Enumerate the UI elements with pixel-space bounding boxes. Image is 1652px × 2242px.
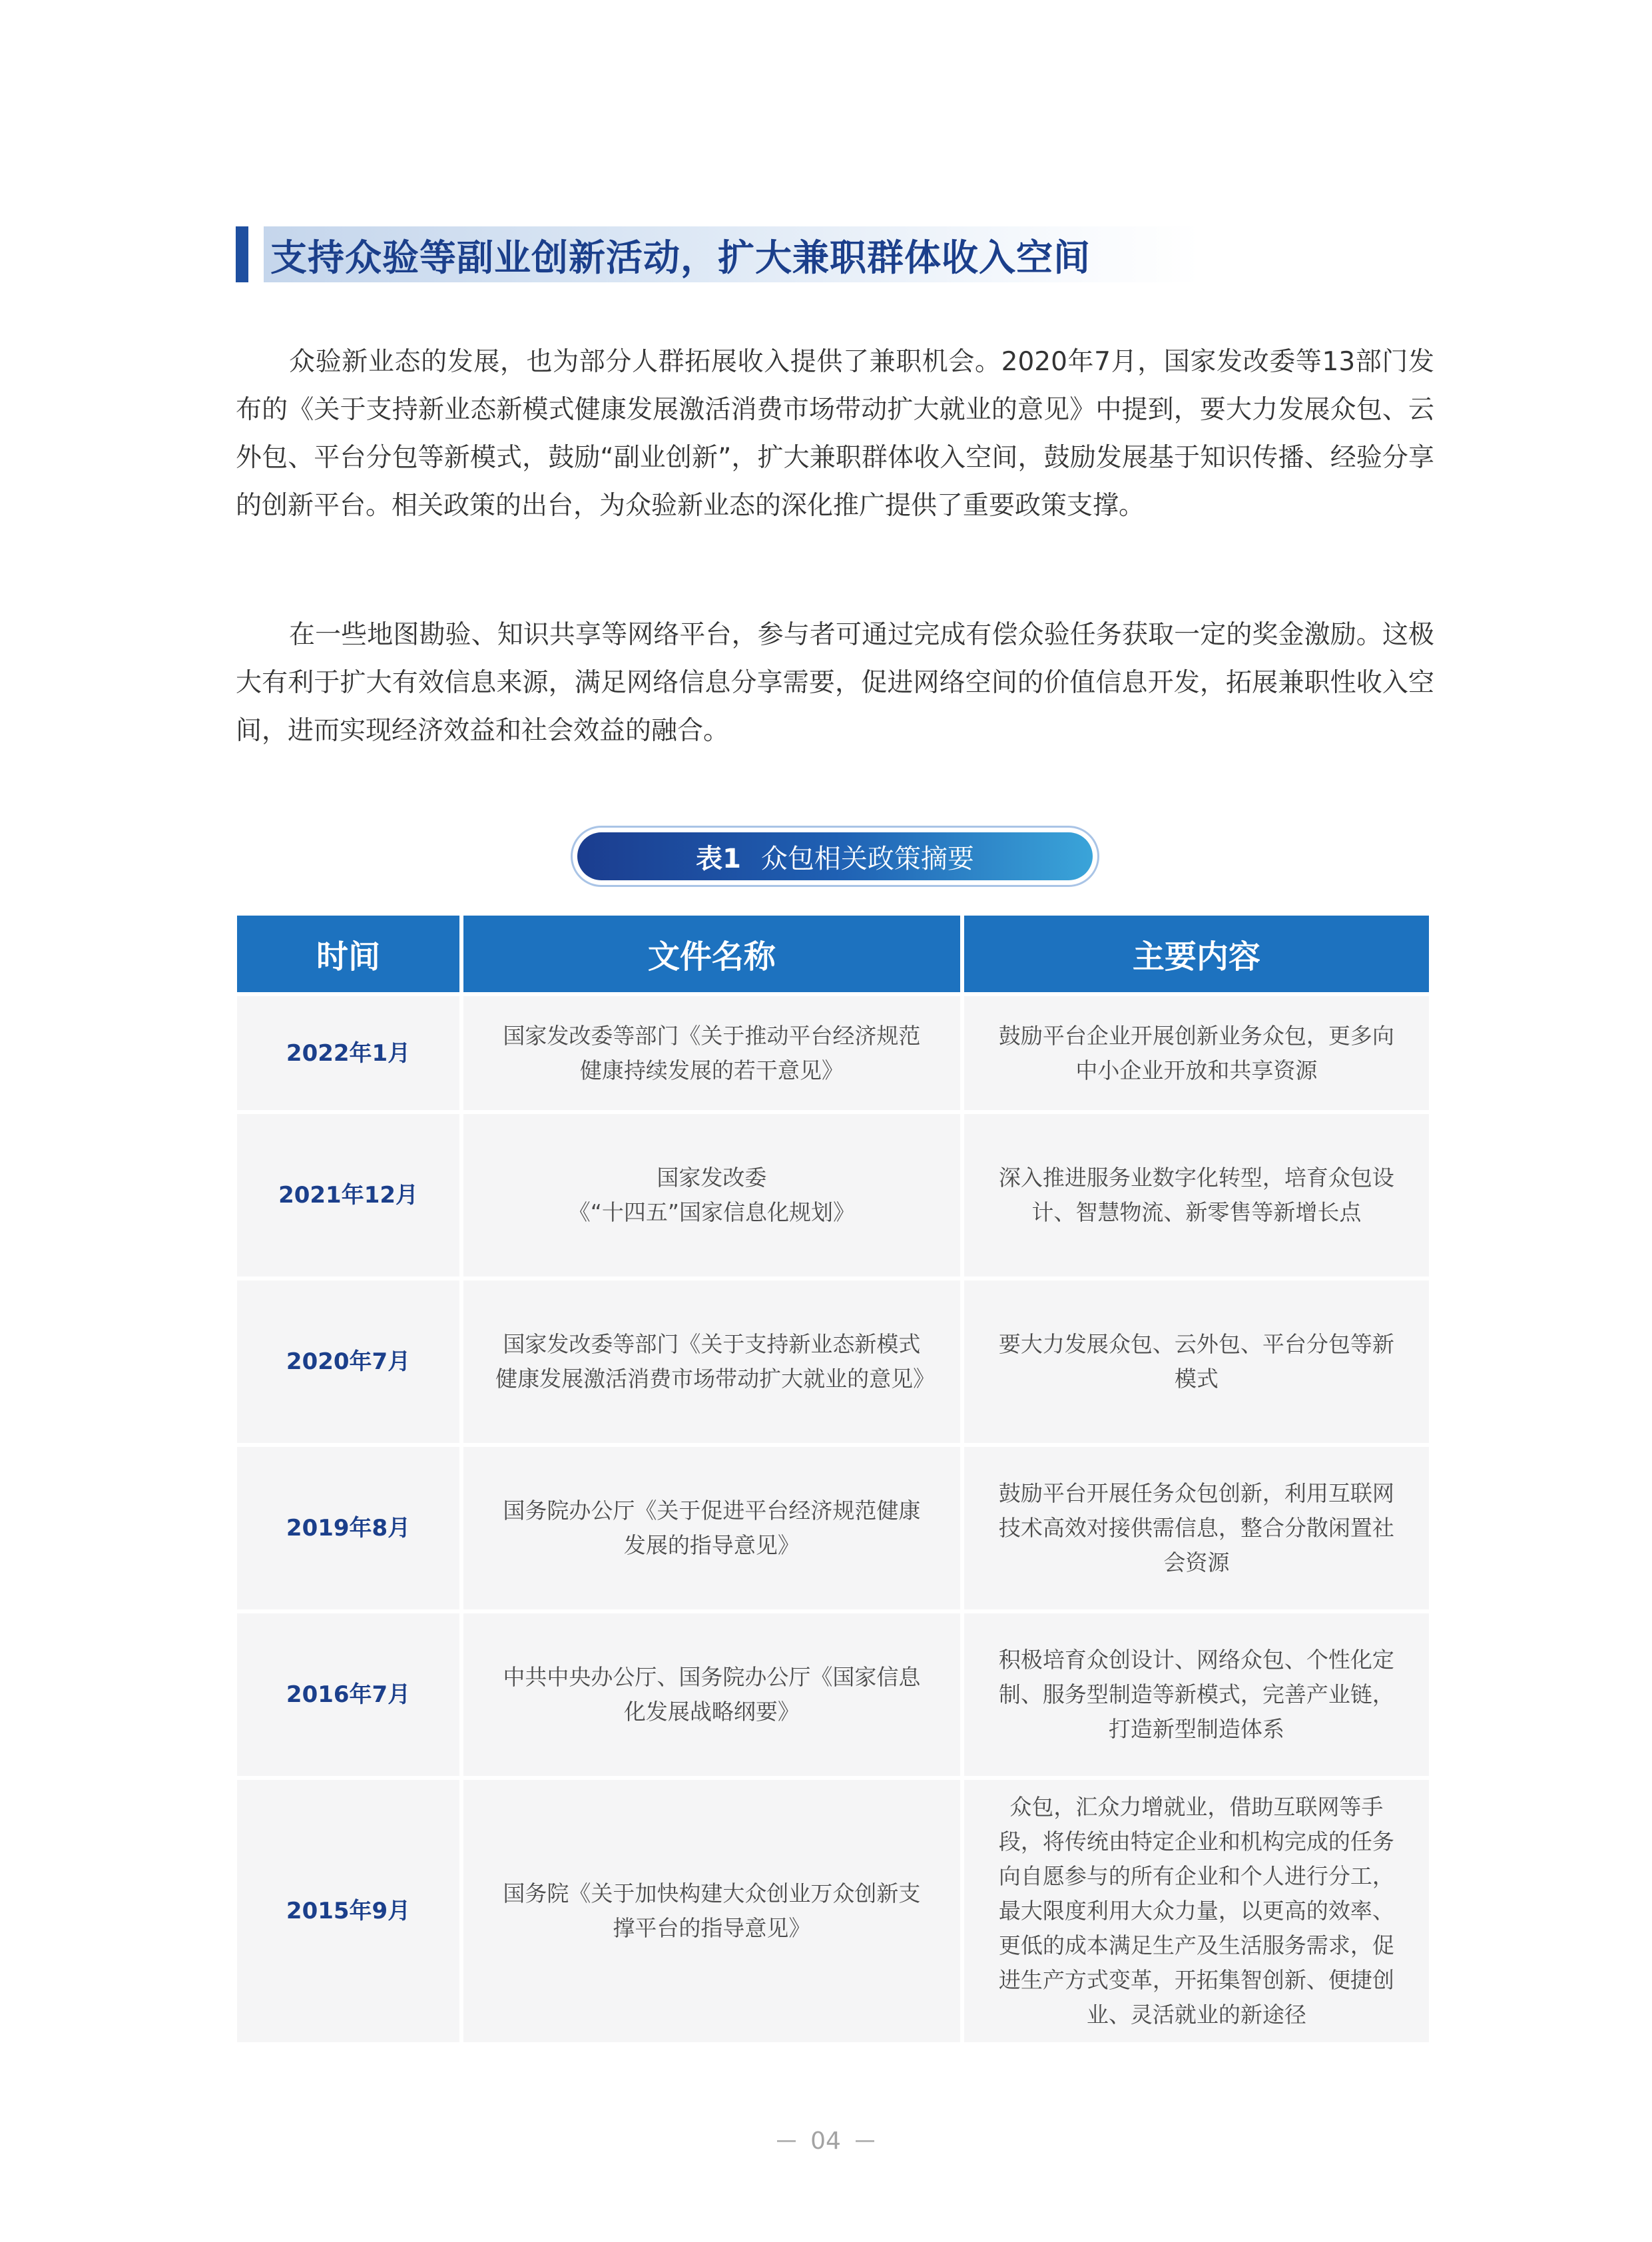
row-date: 2015年9月	[237, 1780, 459, 2042]
row-document: 国家发改委等部门《关于推动平台经济规范健康持续发展的若干意见》	[463, 996, 960, 1110]
row-date: 2020年7月	[237, 1280, 459, 1443]
table-title-pill	[571, 826, 1099, 887]
row-document	[463, 1114, 960, 1276]
row-document: 国家发改委等部门《关于支持新业态新模式健康发展激活消费市场带动扩大就业的意见》	[463, 1280, 960, 1443]
table-title	[577, 832, 1093, 880]
table-row	[237, 1613, 1429, 1776]
body-paragraph: 在一些地图勘验、知识共享等网络平台，参与者可通过完成有偿众验任务获取一定的奖金激励。这极大有利于扩大有效信息来源，满足网络信息分享需要，促进网络空间的价值信息开发，拓展兼职性收入空间，进而实现经济效益和社会效益的融合。	[236, 620, 1434, 746]
table-row	[237, 1447, 1429, 1609]
column-header-document: 文件名称	[463, 916, 960, 992]
column-header-time: 时间	[237, 916, 459, 992]
row-date: 2022年1月	[237, 996, 459, 1110]
table-title-text: 众包相关政策摘要	[760, 843, 974, 874]
section-accent-bar	[236, 226, 248, 282]
row-content: 要大力发展众包、云外包、平台分包等新模式	[964, 1280, 1429, 1443]
table-row	[237, 1114, 1429, 1276]
table-row	[237, 1280, 1429, 1443]
page-number-dash-left	[777, 2140, 796, 2142]
table-header-row	[237, 916, 1429, 992]
page-number-text: 04	[810, 2127, 841, 2155]
row-content: 积极培育众创设计、网络众包、个性化定制、服务型制造等新模式，完善产业链，打造新型制造体系	[964, 1613, 1429, 1776]
row-document: 国务院办公厅《关于促进平台经济规范健康发展的指导意见》	[463, 1447, 960, 1609]
row-content: 鼓励平台开展任务众包创新，利用互联网技术高效对接供需信息，整合分散闲置社会资源	[964, 1447, 1429, 1609]
row-date: 2021年12月	[237, 1114, 459, 1276]
table-row	[237, 996, 1429, 1110]
row-document-line: 国家发改委 《“十四五”国家信息化规划》	[568, 1165, 855, 1225]
section-heading	[236, 226, 1201, 282]
row-date: 2019年8月	[237, 1447, 459, 1609]
column-header-content: 主要内容	[964, 916, 1429, 992]
table-row	[237, 1780, 1429, 2042]
policy-table	[233, 912, 1433, 2046]
row-content: 鼓励平台企业开展创新业务众包，更多向中小企业开放和共享资源	[964, 996, 1429, 1110]
row-date: 2016年7月	[237, 1613, 459, 1776]
section-title: 支持众验等副业创新活动，扩大兼职群体收入空间	[270, 236, 1091, 279]
row-content: 深入推进服务业数字化转型，培育众包设计、智慧物流、新零售等新增长点	[964, 1114, 1429, 1276]
row-content: 众包，汇众力增就业，借助互联网等手段，将传统由特定企业和机构完成的任务向自愿参与的所有企业和个人进行分工，最大限度利用大众力量，以更高的效率、更低的成本满足生产及生活服务需求，促进生产方式变革，开拓集智创新、便捷创业、灵活就业的新途径	[964, 1780, 1429, 2042]
page-number-dash-right	[856, 2140, 874, 2142]
row-document: 中共中央办公厅、国务院办公厅《国家信息化发展战略纲要》	[463, 1613, 960, 1776]
table-title-number: 表1	[696, 843, 741, 874]
page-number	[692, 2127, 959, 2155]
section-title-band	[264, 226, 1201, 282]
body-paragraph: 众验新业态的发展，也为部分人群拓展收入提供了兼职机会。2020年7月，国家发改委等13部门发布的《关于支持新业态新模式健康发展激活消费市场带动扩大就业的意见》中提到，要大力发展众包、云外包、平台分包等新模式，鼓励“副业创新”，扩大兼职群体收入空间，鼓励发展基于知识传播、经验分享的创新平台。相关政策的出台，为众验新业态的深化推广提供了重要政策支撑。	[236, 347, 1434, 521]
row-document: 国务院《关于加快构建大众创业万众创新支撑平台的指导意见》	[463, 1780, 960, 2042]
